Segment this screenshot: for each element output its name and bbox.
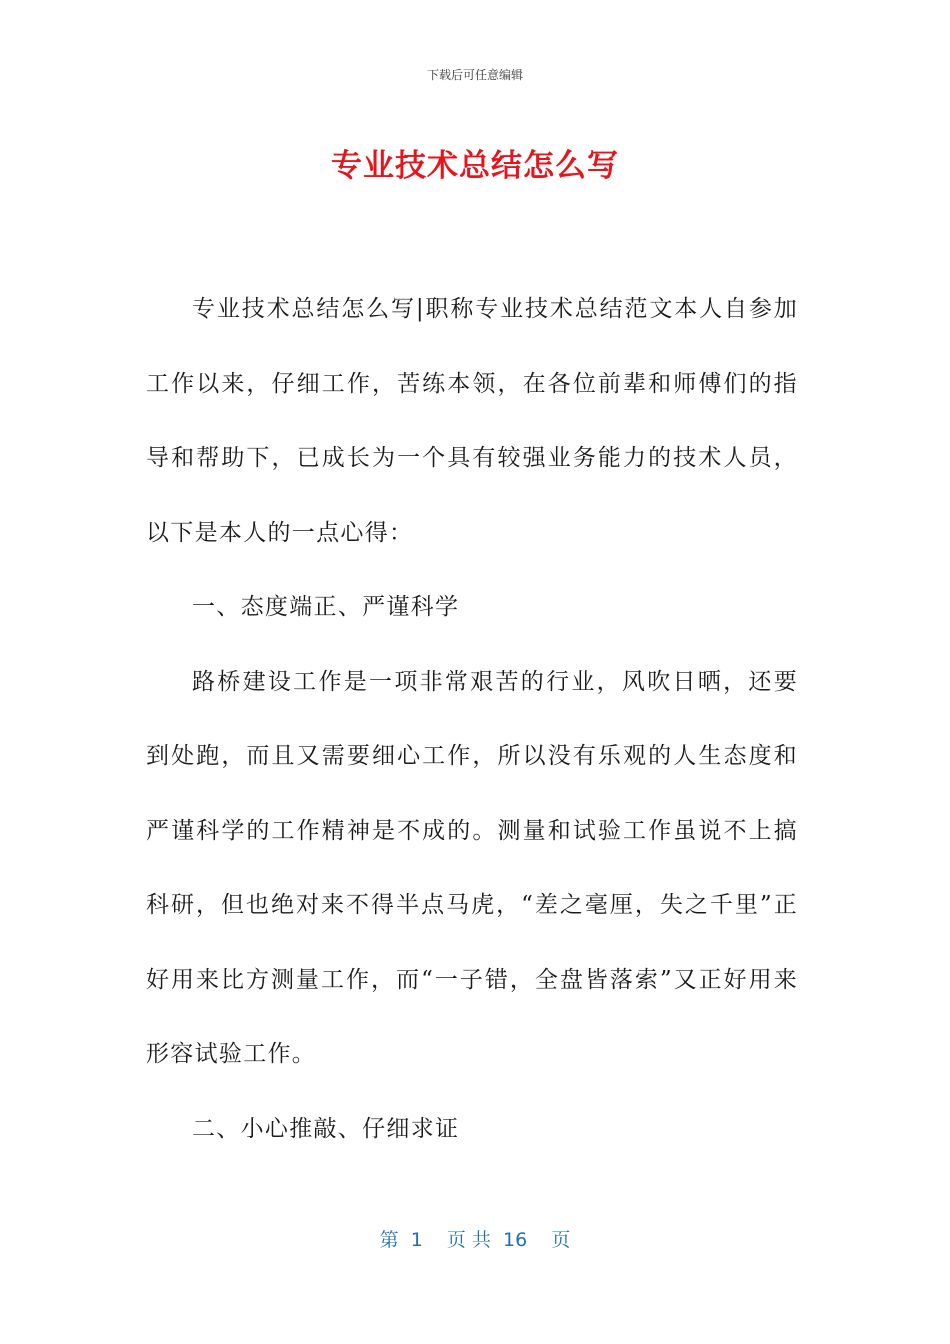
document-title: 专业技术总结怎么写	[331, 148, 619, 184]
paragraph-section-1: 路桥建设工作是一项非常艰苦的行业，风吹日晒，还要到处跑，而且又需要细心工作，所以没有乐观的人生态度和严谨科学的工作精神是不成的。测量和试验工作虽说不上搞科研，但也绝对来不得半点马虎，“差之毫厘，失之千里”正好用来比方测量工作，而“一子错，全盘皆落索”又正好用来形容试验工作。	[146, 668, 798, 1067]
page-footer: 第 1 页 共 16 页	[379, 1229, 571, 1251]
section-heading-2: 二、小心推敲、仔细求证	[192, 1115, 460, 1142]
paragraph-intro: 专业技术总结怎么写|职称专业技术总结范文本人自参加工作以来，仔细工作，苦练本领，在各位前辈和师傅们的指导和帮助下，已成长为一个具有较强业务能力的技术人员，以下是本人的一点心得：	[146, 296, 798, 546]
document-body	[146, 272, 798, 1166]
header-note: 下载后可任意编辑	[426, 68, 523, 82]
section-heading-1: 一、态度端正、严谨科学	[192, 594, 460, 620]
